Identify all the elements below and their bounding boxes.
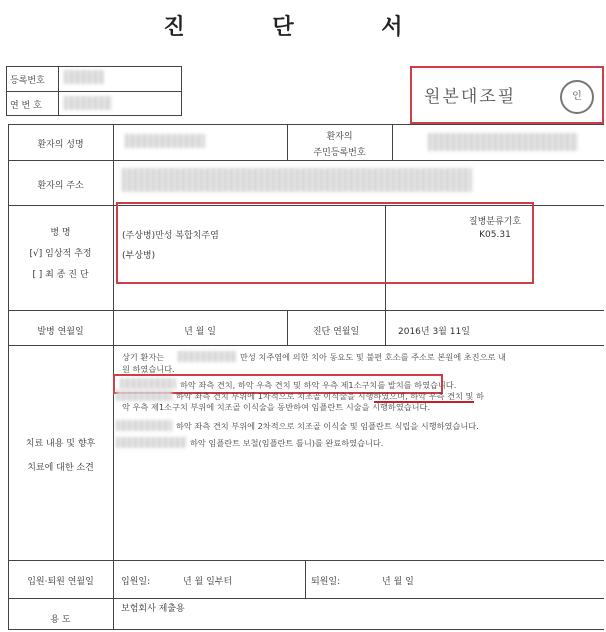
certified-copy-stamp: 원본대조필 — [424, 87, 517, 107]
final-diagnosis-checkbox: [ ] 최 종 진 단 — [32, 270, 89, 280]
onset-date-label: 발병 연월일 — [37, 327, 84, 337]
divider — [305, 560, 306, 598]
purpose-label: 용 도 — [50, 615, 71, 625]
admission-date-value: 년 월 일부터 — [183, 577, 233, 587]
redacted-date — [178, 351, 236, 362]
patient-id-label-2: 주민등록번호 — [313, 148, 366, 158]
treatment-text-line-6: 하악 임플란트 보철(임플란트 틀니)를 완료하였습니다. — [190, 438, 384, 448]
clinical-estimate-checkbox: [√] 임상적 추정 — [29, 249, 92, 259]
discharge-date-value: 년 월 일 — [382, 577, 414, 587]
treatment-text-line-1a: 상기 환자는 — [122, 352, 165, 362]
patient-id-label-1: 환자의 — [326, 132, 353, 142]
redacted-serial-no — [64, 96, 112, 110]
secondary-diagnosis: (부상병) — [122, 251, 156, 261]
disease-code-label: 질병분류기호 — [468, 217, 522, 227]
discharge-date-label: 퇴원일: — [311, 577, 341, 587]
redacted-date — [116, 437, 186, 448]
purpose-value: 보험회사 제출용 — [121, 604, 185, 614]
reg-no-label: 등록번호 — [10, 76, 45, 86]
divider — [392, 124, 393, 161]
treatment-text-line-1c: 원 하였습니다. — [122, 364, 175, 374]
patient-name-label: 환자의 성명 — [37, 140, 84, 150]
redacted-date — [116, 390, 172, 401]
redacted-date — [116, 420, 172, 431]
disease-code-value: K05.31 — [479, 230, 511, 240]
document-title: 진 단 서 — [163, 15, 443, 40]
onset-date-value: 년 월 일 — [184, 327, 216, 337]
redacted-reg-no — [64, 70, 104, 84]
treatment-text-line-4: 악 우측 제1소구치 부위에 치조골 이식술을 동반하여 임플란트 시술을 시행하였습니다. — [122, 402, 431, 412]
redacted-patient-id — [428, 133, 578, 151]
patient-address-label: 환자의 주소 — [37, 181, 84, 191]
divider — [8, 345, 604, 346]
treatment-text-line-5: 하악 좌측 견치 부위에 2차적으로 치조골 이식술 및 임플란트 식립을 시행하였습니다. — [176, 421, 479, 431]
disease-name-label: 병 명 — [50, 228, 71, 238]
admission-date-label: 입원일: — [121, 577, 151, 587]
serial-no-label: 연 번 호 — [10, 101, 42, 111]
redacted-patient-address — [122, 168, 472, 192]
redacted-patient-name — [125, 134, 205, 148]
admission-dates-label: 입원·퇴원 연월일 — [27, 577, 94, 587]
treatment-label-line-2: 치료에 대한 소견 — [27, 463, 94, 473]
treatment-text-line-1b: 만성 치주염에 의한 치아 동요도 및 불편 호소를 주소로 본원에 초진으로 내 — [240, 352, 506, 362]
treatment-text-line-2: 하악 좌측 견치, 하악 우측 견치 및 하악 우측 제1소구치를 발치를 하였습니다. — [180, 380, 457, 390]
primary-diagnosis: (주상병)만성 복합치주염 — [122, 231, 219, 241]
diagnosis-date-value: 2016년 3월 11일 — [398, 327, 470, 337]
divider — [8, 560, 604, 561]
seal-stamp: 인 — [560, 80, 594, 114]
divider — [8, 598, 604, 599]
divider — [6, 91, 182, 92]
divider — [8, 160, 604, 161]
divider — [58, 66, 59, 116]
divider — [385, 310, 386, 346]
diagnosis-date-label: 진단 연월일 — [312, 327, 360, 337]
divider — [8, 310, 604, 311]
treatment-text-line-3: 하악 좌측 견치 부위에 1차적으로 치조골 이식술을 시행하였으며, 하악 우측 견치 및 하 — [176, 391, 484, 401]
treatment-label-line-1: 치료 내용 및 향후 — [25, 439, 96, 449]
